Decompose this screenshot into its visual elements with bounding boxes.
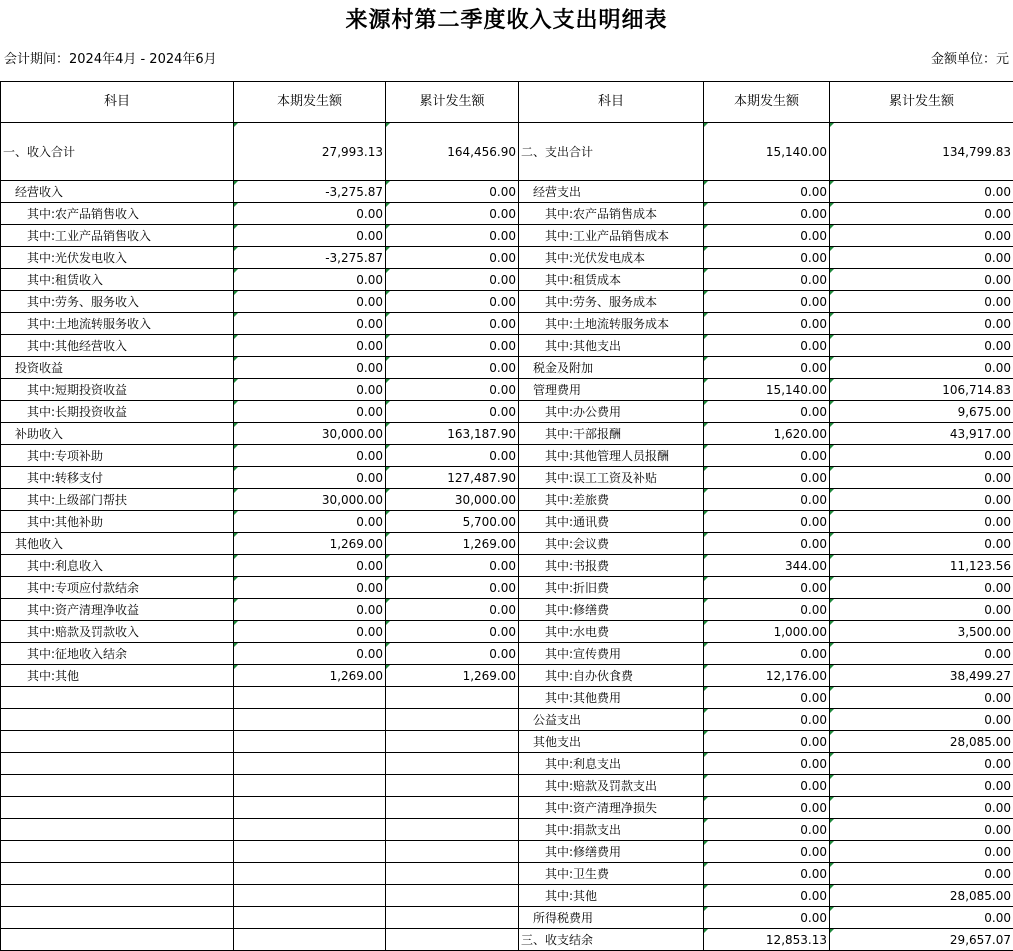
income-cumulative-cell <box>386 687 519 709</box>
expense-current-cell: 0.00 <box>704 467 830 489</box>
expense-cumulative-cell: 0.00 <box>830 247 1013 269</box>
income-subject-cell <box>1 775 234 797</box>
expense-cumulative-cell: 0.00 <box>830 225 1013 247</box>
income-subject-cell: 经营收入 <box>1 181 234 203</box>
income-current-cell: 30,000.00 <box>234 423 386 445</box>
expense-subject-cell: 税金及附加 <box>519 357 704 379</box>
expense-subject-cell: 其中:其他费用 <box>519 687 704 709</box>
income-current-cell: 0.00 <box>234 555 386 577</box>
header-expense-current: 本期发生额 <box>704 82 830 123</box>
table-row <box>1 599 1013 621</box>
expense-subject-cell: 其中:自办伙食费 <box>519 665 704 687</box>
income-current-cell <box>234 709 386 731</box>
income-cumulative-cell: 0.00 <box>386 445 519 467</box>
income-subject-cell <box>1 731 234 753</box>
expense-cumulative-cell: 0.00 <box>830 357 1013 379</box>
income-current-cell <box>234 929 386 951</box>
expense-subject-cell: 公益支出 <box>519 709 704 731</box>
income-current-cell <box>234 797 386 819</box>
income-subject-cell: 其中:长期投资收益 <box>1 401 234 423</box>
expense-cumulative-cell: 0.00 <box>830 819 1013 841</box>
expense-subject-cell: 其中:农产品销售成本 <box>519 203 704 225</box>
table-row <box>1 643 1013 665</box>
expense-subject-cell: 其中:劳务、服务成本 <box>519 291 704 313</box>
expense-cumulative-cell: 0.00 <box>830 577 1013 599</box>
expense-subject-cell: 其中:修缮费用 <box>519 841 704 863</box>
income-subject-cell: 其中:上级部门帮扶 <box>1 489 234 511</box>
expense-cumulative-cell: 0.00 <box>830 203 1013 225</box>
expense-current-cell: 0.00 <box>704 819 830 841</box>
table-row <box>1 247 1013 269</box>
income-subject-cell <box>1 863 234 885</box>
income-subject-cell: 一、收入合计 <box>1 123 234 181</box>
expense-subject-cell: 其中:水电费 <box>519 621 704 643</box>
table-row <box>1 357 1013 379</box>
expense-subject-cell: 所得税费用 <box>519 907 704 929</box>
income-subject-cell <box>1 753 234 775</box>
expense-current-cell: 0.00 <box>704 841 830 863</box>
table-row <box>1 401 1013 423</box>
expense-current-cell: 0.00 <box>704 313 830 335</box>
expense-subject-cell: 经营支出 <box>519 181 704 203</box>
table-row <box>1 123 1013 181</box>
income-subject-cell: 其中:其他补助 <box>1 511 234 533</box>
expense-cumulative-cell: 0.00 <box>830 797 1013 819</box>
expense-current-cell: 0.00 <box>704 203 830 225</box>
expense-current-cell: 0.00 <box>704 753 830 775</box>
expense-current-cell: 0.00 <box>704 797 830 819</box>
expense-current-cell: 1,620.00 <box>704 423 830 445</box>
expense-subject-cell: 其中:赔款及罚款支出 <box>519 775 704 797</box>
expense-current-cell: 0.00 <box>704 445 830 467</box>
expense-current-cell: 0.00 <box>704 335 830 357</box>
income-cumulative-cell: 1,269.00 <box>386 665 519 687</box>
income-subject-cell: 其中:赔款及罚款收入 <box>1 621 234 643</box>
income-subject-cell: 其中:劳务、服务收入 <box>1 291 234 313</box>
expense-subject-cell: 其中:误工工资及补贴 <box>519 467 704 489</box>
table-row <box>1 577 1013 599</box>
table-row <box>1 445 1013 467</box>
income-cumulative-cell: 0.00 <box>386 247 519 269</box>
income-cumulative-cell: 0.00 <box>386 313 519 335</box>
expense-subject-cell: 其中:其他支出 <box>519 335 704 357</box>
expense-cumulative-cell: 0.00 <box>830 687 1013 709</box>
report-title: 来源村第二季度收入支出明细表 <box>0 4 1013 36</box>
income-current-cell: -3,275.87 <box>234 247 386 269</box>
expense-cumulative-cell: 0.00 <box>830 907 1013 929</box>
table-row <box>1 533 1013 555</box>
expense-cumulative-cell: 0.00 <box>830 841 1013 863</box>
expense-subject-cell: 其他支出 <box>519 731 704 753</box>
income-cumulative-cell <box>386 863 519 885</box>
income-cumulative-cell: 0.00 <box>386 621 519 643</box>
expense-current-cell: 0.00 <box>704 885 830 907</box>
income-subject-cell: 其中:征地收入结余 <box>1 643 234 665</box>
income-cumulative-cell: 0.00 <box>386 203 519 225</box>
income-subject-cell <box>1 819 234 841</box>
income-cumulative-cell: 0.00 <box>386 225 519 247</box>
income-subject-cell: 其中:转移支付 <box>1 467 234 489</box>
income-current-cell: 0.00 <box>234 203 386 225</box>
income-cumulative-cell <box>386 819 519 841</box>
expense-current-cell: 0.00 <box>704 511 830 533</box>
income-subject-cell: 其中:其他经营收入 <box>1 335 234 357</box>
expense-cumulative-cell: 106,714.83 <box>830 379 1013 401</box>
expense-subject-cell: 其中:利息支出 <box>519 753 704 775</box>
income-current-cell: 0.00 <box>234 445 386 467</box>
expense-subject-cell: 其中:修缮费 <box>519 599 704 621</box>
income-current-cell: 0.00 <box>234 599 386 621</box>
table-row <box>1 753 1013 775</box>
income-subject-cell: 其中:利息收入 <box>1 555 234 577</box>
income-subject-cell: 其中:资产清理净收益 <box>1 599 234 621</box>
expense-current-cell: 0.00 <box>704 225 830 247</box>
expense-subject-cell: 其中:会议费 <box>519 533 704 555</box>
expense-current-cell: 0.00 <box>704 643 830 665</box>
expense-cumulative-cell: 0.00 <box>830 313 1013 335</box>
income-cumulative-cell: 0.00 <box>386 401 519 423</box>
table-row <box>1 181 1013 203</box>
expense-cumulative-cell: 11,123.56 <box>830 555 1013 577</box>
income-cumulative-cell: 0.00 <box>386 181 519 203</box>
table-row <box>1 841 1013 863</box>
expense-subject-cell: 其中:通讯费 <box>519 511 704 533</box>
income-cumulative-cell <box>386 753 519 775</box>
income-current-cell: 1,269.00 <box>234 533 386 555</box>
expense-cumulative-cell: 0.00 <box>830 643 1013 665</box>
income-cumulative-cell <box>386 885 519 907</box>
expense-cumulative-cell: 0.00 <box>830 533 1013 555</box>
income-cumulative-cell: 0.00 <box>386 555 519 577</box>
expense-cumulative-cell: 0.00 <box>830 467 1013 489</box>
table-row <box>1 335 1013 357</box>
income-current-cell <box>234 687 386 709</box>
income-cumulative-cell <box>386 907 519 929</box>
expense-current-cell: 15,140.00 <box>704 379 830 401</box>
table-row <box>1 665 1013 687</box>
expense-subject-cell: 管理费用 <box>519 379 704 401</box>
expense-cumulative-cell: 29,657.07 <box>830 929 1013 951</box>
expense-cumulative-cell: 0.00 <box>830 489 1013 511</box>
expense-current-cell: 15,140.00 <box>704 123 830 181</box>
income-cumulative-cell: 0.00 <box>386 643 519 665</box>
expense-cumulative-cell: 0.00 <box>830 181 1013 203</box>
expense-cumulative-cell: 0.00 <box>830 753 1013 775</box>
header-income-cumulative: 累计发生额 <box>386 82 519 123</box>
expense-current-cell: 0.00 <box>704 775 830 797</box>
table-row <box>1 379 1013 401</box>
table-row <box>1 225 1013 247</box>
table-row <box>1 511 1013 533</box>
expense-current-cell: 0.00 <box>704 357 830 379</box>
expense-cumulative-cell: 134,799.83 <box>830 123 1013 181</box>
expense-current-cell: 0.00 <box>704 181 830 203</box>
expense-subject-cell: 其中:干部报酬 <box>519 423 704 445</box>
expense-subject-cell: 其中:租赁成本 <box>519 269 704 291</box>
expense-subject-cell: 其中:办公费用 <box>519 401 704 423</box>
expense-subject-cell: 其中:光伏发电成本 <box>519 247 704 269</box>
expense-current-cell: 0.00 <box>704 599 830 621</box>
expense-subject-cell: 其中:宣传费用 <box>519 643 704 665</box>
table-row <box>1 467 1013 489</box>
table-row <box>1 797 1013 819</box>
income-cumulative-cell: 127,487.90 <box>386 467 519 489</box>
expense-current-cell: 0.00 <box>704 709 830 731</box>
income-subject-cell: 其中:短期投资收益 <box>1 379 234 401</box>
income-current-cell: 0.00 <box>234 313 386 335</box>
income-cumulative-cell: 164,456.90 <box>386 123 519 181</box>
expense-current-cell: 0.00 <box>704 247 830 269</box>
income-subject-cell: 其中:专项补助 <box>1 445 234 467</box>
expense-cumulative-cell: 0.00 <box>830 511 1013 533</box>
expense-cumulative-cell: 28,085.00 <box>830 885 1013 907</box>
income-cumulative-cell: 0.00 <box>386 379 519 401</box>
accounting-period: 会计期间：2024年4月 - 2024年6月 <box>4 51 217 69</box>
expense-subject-cell: 其中:资产清理净损失 <box>519 797 704 819</box>
expense-subject-cell: 其中:差旅费 <box>519 489 704 511</box>
expense-cumulative-cell: 0.00 <box>830 599 1013 621</box>
expense-current-cell: 344.00 <box>704 555 830 577</box>
income-subject-cell <box>1 929 234 951</box>
income-cumulative-cell: 0.00 <box>386 599 519 621</box>
expense-cumulative-cell: 38,499.27 <box>830 665 1013 687</box>
expense-subject-cell: 其中:土地流转服务成本 <box>519 313 704 335</box>
income-current-cell <box>234 841 386 863</box>
income-subject-cell: 其中:专项应付款结余 <box>1 577 234 599</box>
income-subject-cell <box>1 885 234 907</box>
income-current-cell: 0.00 <box>234 401 386 423</box>
table-row <box>1 313 1013 335</box>
income-current-cell: 27,993.13 <box>234 123 386 181</box>
expense-subject-cell: 其中:捐款支出 <box>519 819 704 841</box>
income-subject-cell: 其他收入 <box>1 533 234 555</box>
expense-subject-cell: 其中:折旧费 <box>519 577 704 599</box>
header-expense-cumulative: 累计发生额 <box>830 82 1013 123</box>
income-cumulative-cell <box>386 841 519 863</box>
income-expense-table <box>0 81 1013 951</box>
income-current-cell: 0.00 <box>234 577 386 599</box>
expense-cumulative-cell: 28,085.00 <box>830 731 1013 753</box>
income-current-cell <box>234 863 386 885</box>
income-current-cell: 30,000.00 <box>234 489 386 511</box>
income-current-cell: 0.00 <box>234 643 386 665</box>
income-current-cell <box>234 775 386 797</box>
income-cumulative-cell: 0.00 <box>386 335 519 357</box>
income-subject-cell <box>1 841 234 863</box>
expense-cumulative-cell: 0.00 <box>830 335 1013 357</box>
expense-cumulative-cell: 0.00 <box>830 775 1013 797</box>
income-current-cell: 0.00 <box>234 379 386 401</box>
income-subject-cell: 其中:农产品销售收入 <box>1 203 234 225</box>
income-current-cell: 0.00 <box>234 291 386 313</box>
income-current-cell <box>234 819 386 841</box>
expense-subject-cell: 其中:其他管理人员报酬 <box>519 445 704 467</box>
expense-current-cell: 1,000.00 <box>704 621 830 643</box>
expense-cumulative-cell: 0.00 <box>830 291 1013 313</box>
income-current-cell: 0.00 <box>234 225 386 247</box>
expense-current-cell: 0.00 <box>704 907 830 929</box>
income-current-cell: 0.00 <box>234 511 386 533</box>
income-cumulative-cell <box>386 797 519 819</box>
table-row <box>1 489 1013 511</box>
income-subject-cell <box>1 907 234 929</box>
income-cumulative-cell: 0.00 <box>386 357 519 379</box>
expense-current-cell: 12,176.00 <box>704 665 830 687</box>
income-cumulative-cell: 5,700.00 <box>386 511 519 533</box>
table-row <box>1 621 1013 643</box>
expense-cumulative-cell: 0.00 <box>830 863 1013 885</box>
income-subject-cell: 其中:租赁收入 <box>1 269 234 291</box>
income-current-cell: 0.00 <box>234 335 386 357</box>
income-cumulative-cell: 1,269.00 <box>386 533 519 555</box>
expense-current-cell: 12,853.13 <box>704 929 830 951</box>
income-subject-cell: 其中:土地流转服务收入 <box>1 313 234 335</box>
table-row <box>1 687 1013 709</box>
table-row <box>1 819 1013 841</box>
table-row <box>1 907 1013 929</box>
income-cumulative-cell <box>386 731 519 753</box>
expense-current-cell: 0.00 <box>704 731 830 753</box>
income-subject-cell <box>1 797 234 819</box>
table-row <box>1 929 1013 951</box>
expense-subject-cell: 三、收支结余 <box>519 929 704 951</box>
table-row <box>1 269 1013 291</box>
table-row <box>1 885 1013 907</box>
income-cumulative-cell: 0.00 <box>386 291 519 313</box>
income-current-cell <box>234 907 386 929</box>
header-income-current: 本期发生额 <box>234 82 386 123</box>
table-row <box>1 291 1013 313</box>
expense-current-cell: 0.00 <box>704 577 830 599</box>
expense-subject-cell: 其中:其他 <box>519 885 704 907</box>
income-cumulative-cell <box>386 775 519 797</box>
expense-cumulative-cell: 9,675.00 <box>830 401 1013 423</box>
expense-current-cell: 0.00 <box>704 269 830 291</box>
income-current-cell <box>234 753 386 775</box>
income-current-cell: 0.00 <box>234 269 386 291</box>
income-current-cell <box>234 885 386 907</box>
expense-cumulative-cell: 0.00 <box>830 445 1013 467</box>
expense-subject-cell: 其中:书报费 <box>519 555 704 577</box>
table-header-row <box>1 82 1013 123</box>
header-income-subject: 科目 <box>1 82 234 123</box>
expense-current-cell: 0.00 <box>704 863 830 885</box>
income-subject-cell: 其中:其他 <box>1 665 234 687</box>
income-cumulative-cell: 0.00 <box>386 269 519 291</box>
income-cumulative-cell: 163,187.90 <box>386 423 519 445</box>
income-current-cell: 0.00 <box>234 621 386 643</box>
income-subject-cell <box>1 687 234 709</box>
income-subject-cell: 其中:工业产品销售收入 <box>1 225 234 247</box>
income-cumulative-cell: 30,000.00 <box>386 489 519 511</box>
expense-cumulative-cell: 3,500.00 <box>830 621 1013 643</box>
table-row <box>1 423 1013 445</box>
expense-current-cell: 0.00 <box>704 533 830 555</box>
currency-unit: 金额单位：元 <box>931 51 1009 69</box>
expense-current-cell: 0.00 <box>704 401 830 423</box>
expense-cumulative-cell: 43,917.00 <box>830 423 1013 445</box>
table-row <box>1 555 1013 577</box>
table-row <box>1 203 1013 225</box>
income-subject-cell: 补助收入 <box>1 423 234 445</box>
income-current-cell: 0.00 <box>234 467 386 489</box>
table-row <box>1 731 1013 753</box>
income-subject-cell <box>1 709 234 731</box>
income-subject-cell: 其中:光伏发电收入 <box>1 247 234 269</box>
expense-current-cell: 0.00 <box>704 291 830 313</box>
income-cumulative-cell <box>386 929 519 951</box>
table-row <box>1 709 1013 731</box>
expense-cumulative-cell: 0.00 <box>830 709 1013 731</box>
table-row <box>1 775 1013 797</box>
income-current-cell: -3,275.87 <box>234 181 386 203</box>
expense-subject-cell: 二、支出合计 <box>519 123 704 181</box>
income-subject-cell: 投资收益 <box>1 357 234 379</box>
income-current-cell: 1,269.00 <box>234 665 386 687</box>
expense-cumulative-cell: 0.00 <box>830 269 1013 291</box>
table-row <box>1 863 1013 885</box>
header-expense-subject: 科目 <box>519 82 704 123</box>
expense-subject-cell: 其中:卫生费 <box>519 863 704 885</box>
expense-subject-cell: 其中:工业产品销售成本 <box>519 225 704 247</box>
income-cumulative-cell <box>386 709 519 731</box>
income-current-cell <box>234 731 386 753</box>
income-cumulative-cell: 0.00 <box>386 577 519 599</box>
expense-current-cell: 0.00 <box>704 489 830 511</box>
income-current-cell: 0.00 <box>234 357 386 379</box>
expense-current-cell: 0.00 <box>704 687 830 709</box>
